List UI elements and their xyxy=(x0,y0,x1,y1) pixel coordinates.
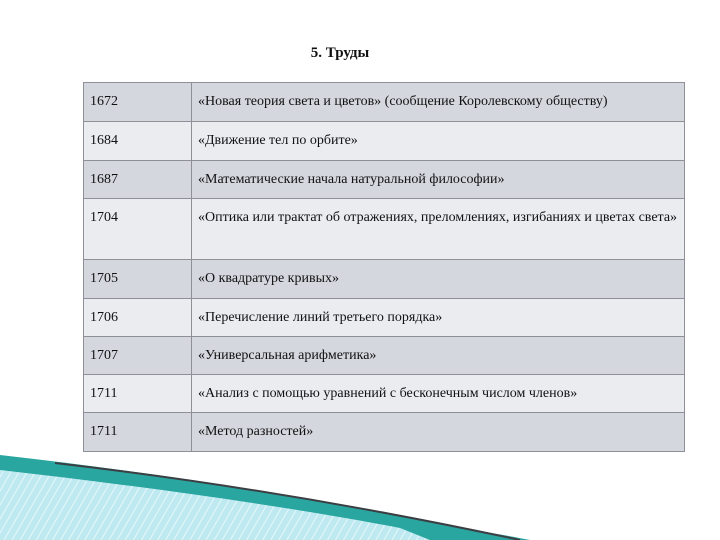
year-cell: 1706 xyxy=(84,299,192,337)
year-cell: 1707 xyxy=(84,337,192,375)
work-title-cell: «Оптика или трактат об отражениях, преломлениях, изгибаниях и цветах света» xyxy=(192,199,685,260)
work-title-cell: «Математические начала натуральной философии» xyxy=(192,161,685,199)
year-cell: 1684 xyxy=(84,122,192,161)
work-title-cell: «Перечисление линий третьего порядка» xyxy=(192,299,685,337)
work-title-cell: «Универсальная арифметика» xyxy=(192,337,685,375)
work-title-cell: «Анализ с помощью уравнений с бесконечным числом членов» xyxy=(192,375,685,413)
year-cell: 1704 xyxy=(84,199,192,260)
work-title-cell: «Новая теория света и цветов» (сообщение Королевскому обществу) xyxy=(192,83,685,122)
wave-light-band xyxy=(0,470,430,540)
year-cell: 1711 xyxy=(84,413,192,452)
work-title-cell: «Движение тел по орбите» xyxy=(192,122,685,161)
work-title-cell: «Метод разностей» xyxy=(192,413,685,452)
page-title: 5. Труды xyxy=(310,45,370,61)
year-cell: 1687 xyxy=(84,161,192,199)
year-cell: 1672 xyxy=(84,83,192,122)
year-cell: 1705 xyxy=(84,260,192,299)
work-title-cell: «О квадратуре кривых» xyxy=(192,260,685,299)
year-cell: 1711 xyxy=(84,375,192,413)
